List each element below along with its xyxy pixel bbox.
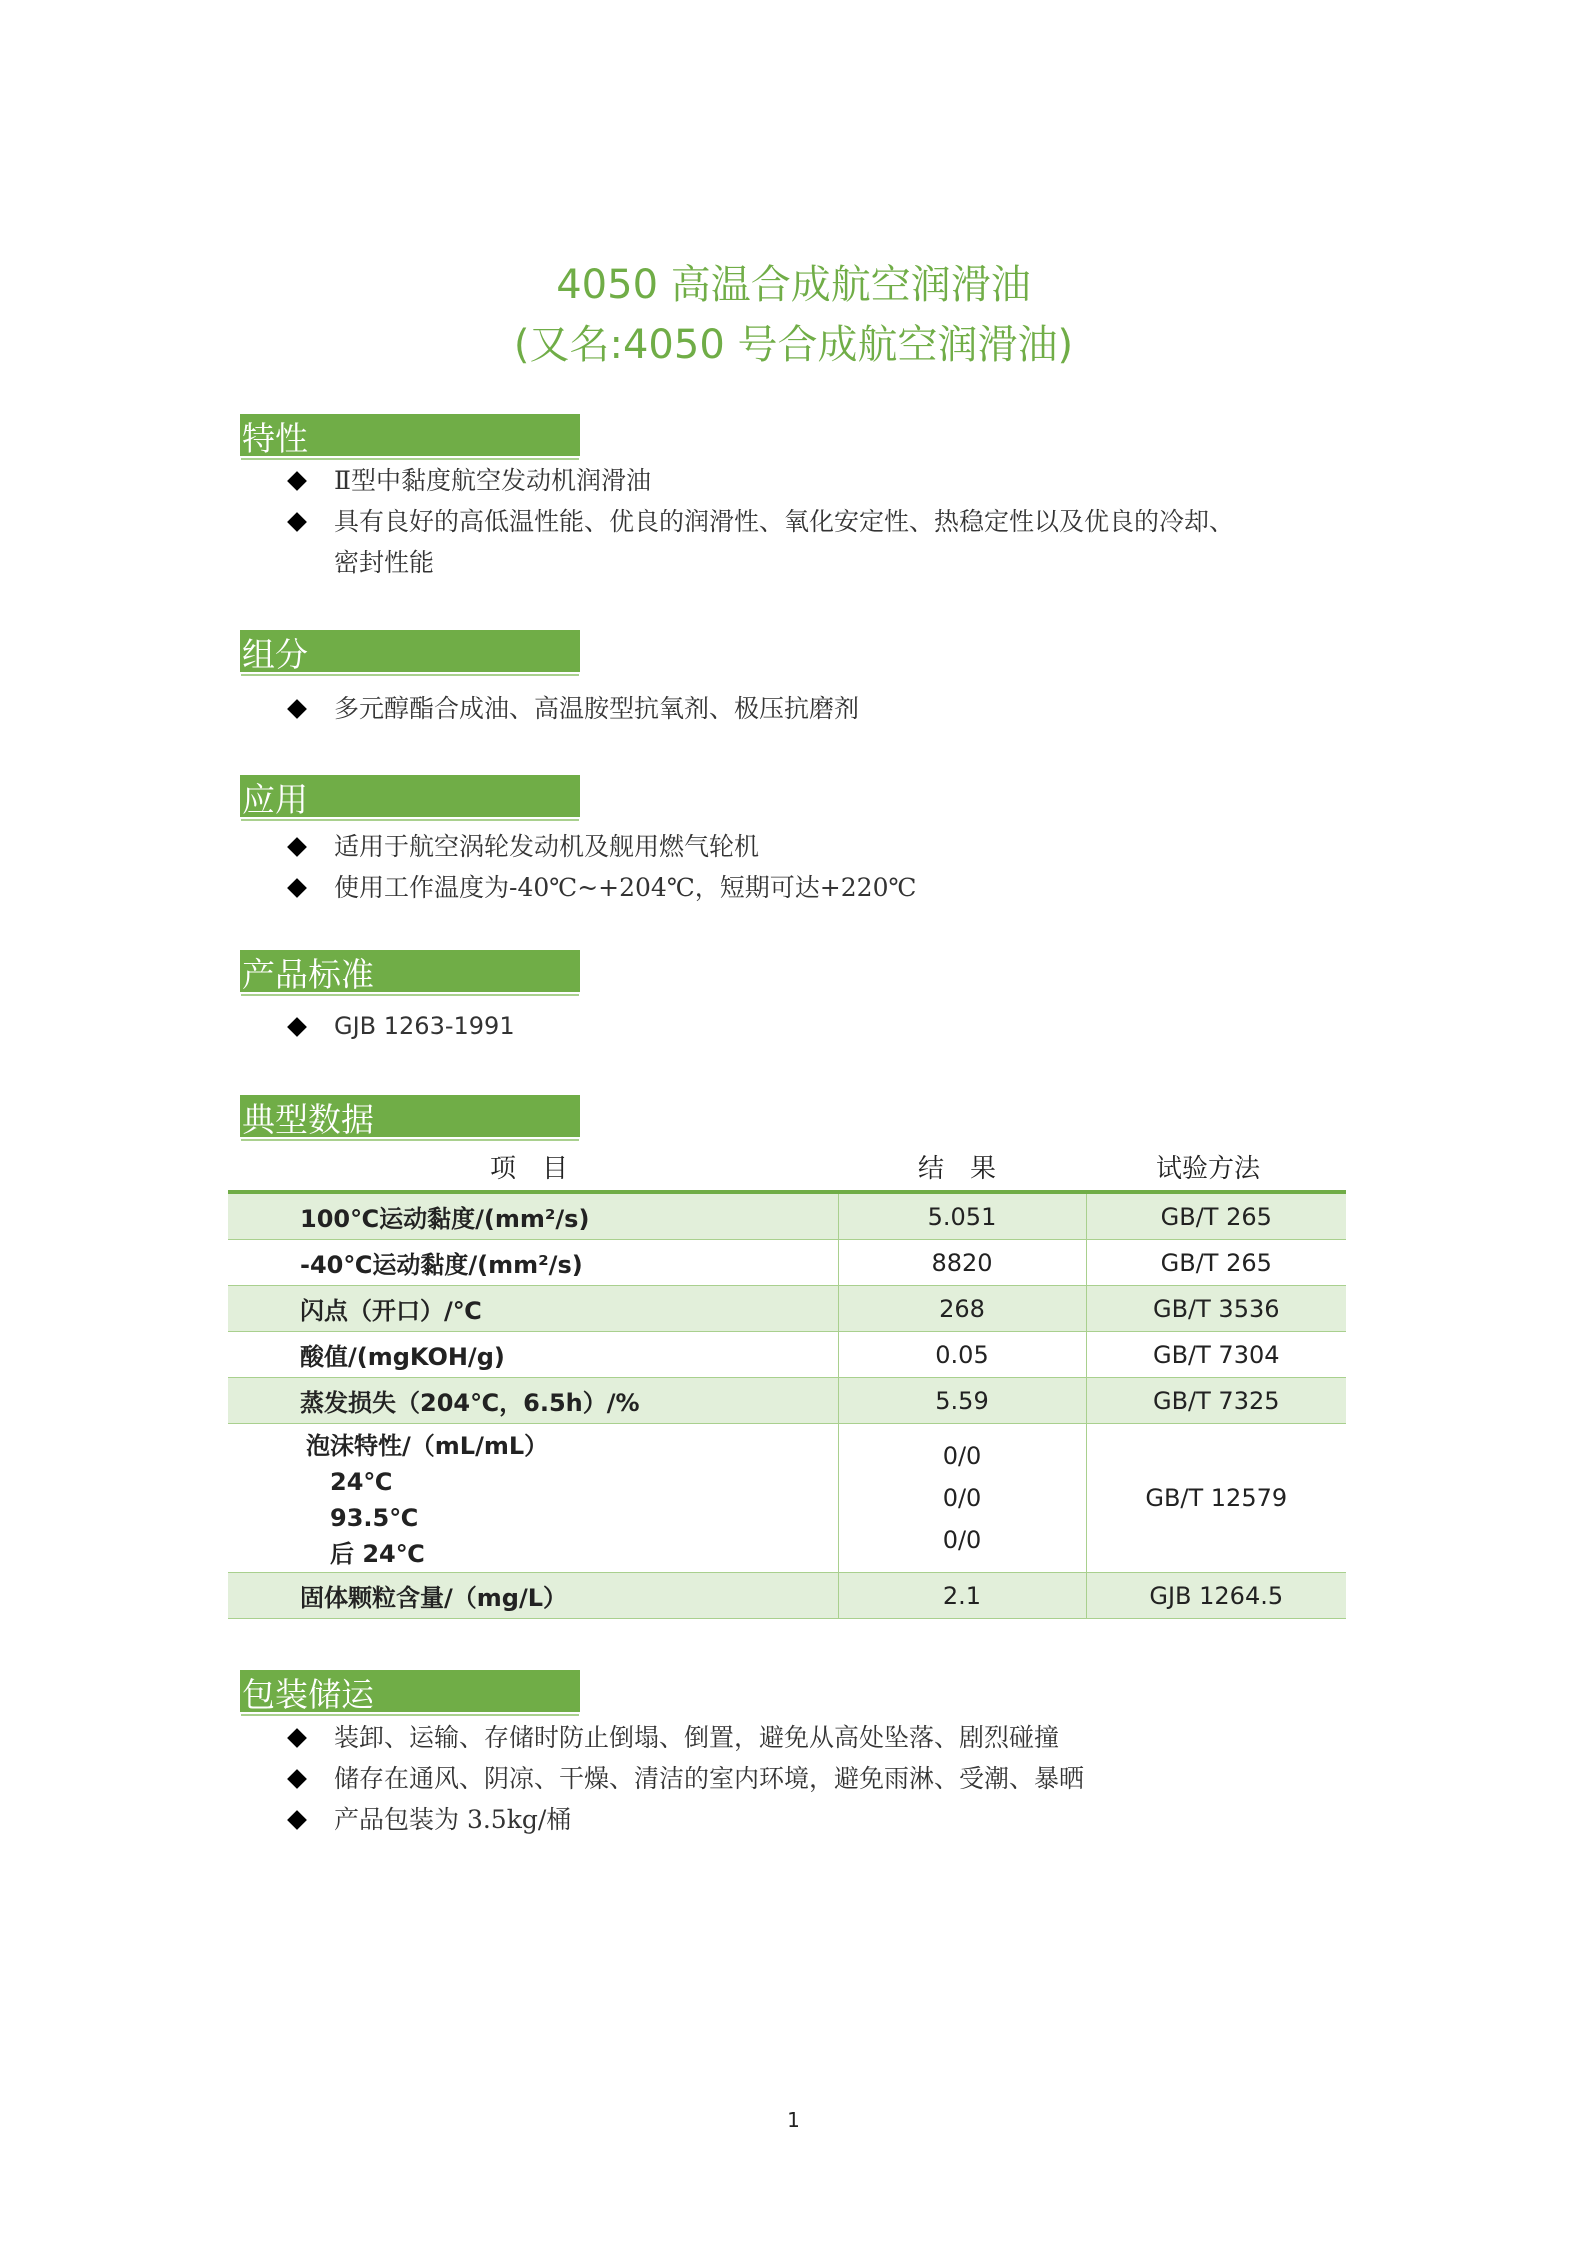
list-item: 使用工作温度为-40℃~+204℃，短期可达+220℃ xyxy=(286,867,1394,908)
table-row: 蒸发损失（204℃，6.5h）/% 5.59 GB/T 7325 xyxy=(228,1378,1346,1424)
section-heading-typical-data: 典型数据 xyxy=(240,1095,580,1139)
list-item-continuation: 密封性能 xyxy=(334,548,435,577)
table-row: 100℃运动黏度/(mm²/s) 5.051 GB/T 265 xyxy=(228,1194,1346,1240)
application-list xyxy=(286,826,1394,908)
diamond-bullet-icon xyxy=(287,837,307,857)
list-item: GJB 1263-1991 xyxy=(286,1006,1394,1047)
list-item: 装卸、运输、存储时防止倒塌、倒置，避免从高处坠落、剧烈碰撞 xyxy=(286,1717,1394,1758)
composition-list xyxy=(286,688,1394,729)
table-row: 酸值/(mgKOH/g) 0.05 GB/T 7304 xyxy=(228,1332,1346,1378)
title-line-1: 4050 高温合成航空润滑油 xyxy=(556,262,1031,308)
list-item: 适用于航空涡轮发动机及舰用燃气轮机 xyxy=(286,826,1394,867)
features-list xyxy=(286,460,1394,583)
foam-item-label: 泡沫特性/（mL/mL） xyxy=(306,1432,549,1460)
section-heading-composition: 组分 xyxy=(240,630,580,674)
list-item: 产品包装为 3.5kg/桶 xyxy=(286,1799,1394,1840)
section-heading-packaging: 包装储运 xyxy=(240,1670,580,1714)
column-header-result: 结 果 xyxy=(918,1154,997,1184)
foam-method: GB/T 12579 xyxy=(1086,1424,1346,1573)
diamond-bullet-icon xyxy=(287,1810,307,1830)
section-heading-standard: 产品标准 xyxy=(240,950,580,994)
title-line-2: (又名:4050 号合成航空润滑油) xyxy=(513,322,1074,368)
column-header-item: 项 目 xyxy=(490,1154,569,1184)
table-row: 闪点（开口）/℃ 268 GB/T 3536 xyxy=(228,1286,1346,1332)
diamond-bullet-icon xyxy=(287,878,307,898)
foam-sub-1: 24℃ xyxy=(330,1468,393,1496)
diamond-bullet-icon xyxy=(287,512,307,532)
diamond-bullet-icon xyxy=(287,1728,307,1748)
foam-result-3: 0/0 xyxy=(942,1526,982,1554)
foam-result-2: 0/0 xyxy=(942,1484,982,1512)
table-header xyxy=(228,1140,1346,1190)
diamond-bullet-icon xyxy=(287,1017,307,1037)
diamond-bullet-icon xyxy=(287,1769,307,1789)
packaging-list xyxy=(286,1717,1394,1840)
standard-list xyxy=(286,1006,1394,1047)
table-row-foam xyxy=(228,1424,1346,1573)
foam-result-1: 0/0 xyxy=(942,1442,982,1470)
section-heading-application: 应用 xyxy=(240,775,580,819)
typical-data-table xyxy=(228,1194,1346,1619)
list-item: 多元醇酯合成油、高温胺型抗氧剂、极压抗磨剂 xyxy=(286,688,1394,729)
list-item: 具有良好的高低温性能、优良的润滑性、氧化安定性、热稳定性以及优良的冷却、 xyxy=(286,501,1394,542)
foam-sub-2: 93.5℃ xyxy=(330,1504,419,1532)
diamond-bullet-icon xyxy=(287,699,307,719)
list-item: 储存在通风、阴凉、干燥、清洁的室内环境，避免雨淋、受潮、暴晒 xyxy=(286,1758,1394,1799)
diamond-bullet-icon xyxy=(287,471,307,491)
page-number: 1 xyxy=(787,2108,800,2132)
list-item: Ⅱ型中黏度航空发动机润滑油 xyxy=(286,460,1394,501)
table-row: -40℃运动黏度/(mm²/s) 8820 GB/T 265 xyxy=(228,1240,1346,1286)
section-heading-features: 特性 xyxy=(240,414,580,458)
table-row: 固体颗粒含量/（mg/L） 2.1 GJB 1264.5 xyxy=(228,1573,1346,1619)
column-header-method: 试验方法 xyxy=(1156,1154,1261,1184)
document-title xyxy=(0,255,1587,375)
foam-sub-3: 后 24℃ xyxy=(330,1540,425,1568)
